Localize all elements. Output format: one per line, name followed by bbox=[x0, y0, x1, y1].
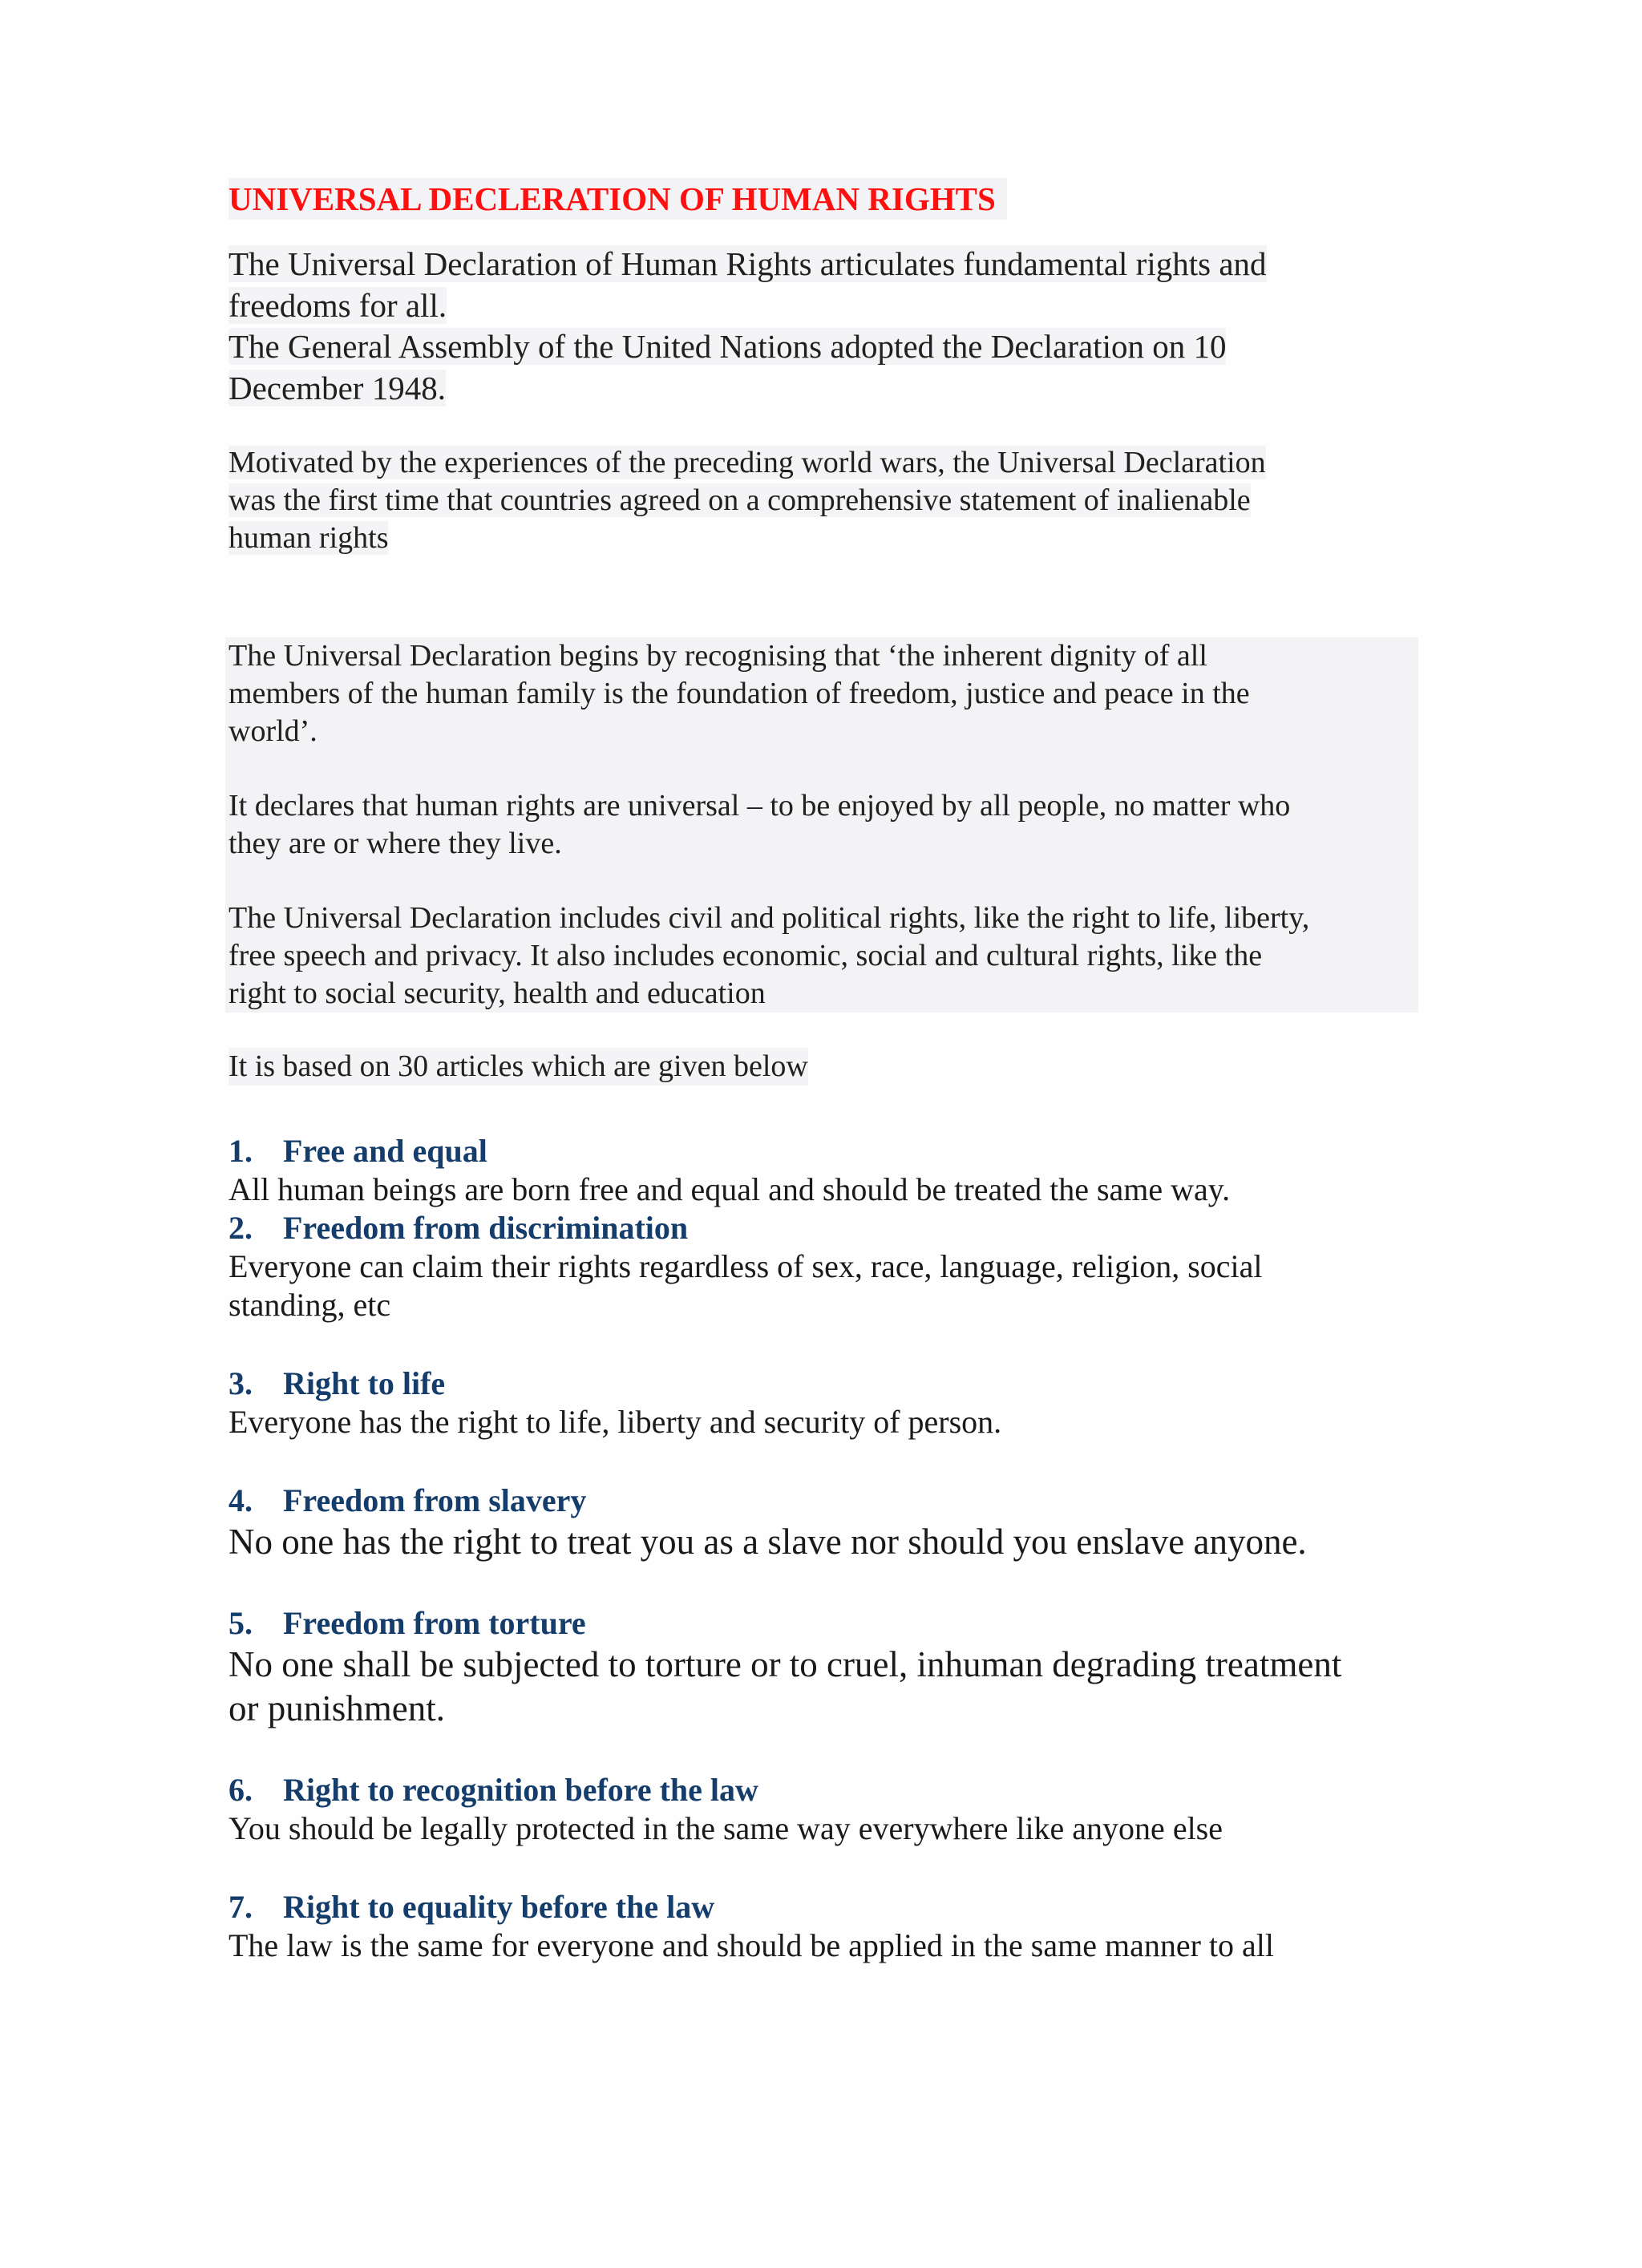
article-line: No one shall be subjected to torture or to cruel, inhuman degrading treatment bbox=[229, 1644, 1342, 1684]
article-line: or punishment. bbox=[229, 1688, 445, 1728]
article-description bbox=[229, 1643, 1415, 1731]
intro-line: December 1948. bbox=[229, 369, 446, 406]
motivated-line: human rights bbox=[229, 521, 389, 555]
article-description bbox=[229, 1403, 1415, 1441]
article-number: 4. bbox=[229, 1482, 253, 1518]
article-heading bbox=[229, 1132, 1415, 1170]
article-description bbox=[229, 1809, 1415, 1848]
dignity-paragraph bbox=[229, 637, 1418, 750]
article-heading bbox=[229, 1482, 1415, 1520]
article-heading bbox=[229, 1364, 1415, 1403]
article-line: Everyone can claim their rights regardless of sex, race, language, religion, social bbox=[229, 1248, 1263, 1284]
article-heading-text: Freedom from slavery bbox=[283, 1482, 587, 1518]
highlighted-panel bbox=[225, 637, 1418, 1013]
panel-line: they are or where they live. bbox=[229, 827, 562, 860]
intro-line: The General Assembly of the United Nations adopted the Declaration on 10 bbox=[229, 328, 1227, 365]
article-description bbox=[229, 1926, 1415, 1965]
article-heading-text: Right to equality before the law bbox=[283, 1889, 715, 1925]
article-number: 7. bbox=[229, 1889, 253, 1925]
panel-line: members of the human family is the foundation of freedom, justice and peace in the bbox=[229, 677, 1250, 710]
article-line: You should be legally protected in the same way everywhere like anyone else bbox=[229, 1810, 1223, 1846]
intro-line: The Universal Declaration of Human Rights articulates fundamental rights and bbox=[229, 245, 1267, 282]
article-item bbox=[229, 1482, 1415, 1564]
article-heading-text: Right to life bbox=[283, 1365, 446, 1401]
panel-line: The Universal Declaration begins by recognising that ‘the inherent dignity of all bbox=[229, 639, 1207, 673]
article-item bbox=[229, 1888, 1415, 1965]
article-description bbox=[229, 1170, 1415, 1209]
article-line: No one has the right to treat you as a slave nor should you enslave anyone. bbox=[229, 1522, 1307, 1562]
panel-line: free speech and privacy. It also includes economic, social and cultural rights, like the bbox=[229, 939, 1263, 972]
article-description bbox=[229, 1520, 1415, 1564]
article-item bbox=[229, 1771, 1415, 1848]
motivated-paragraph bbox=[229, 444, 1415, 557]
article-item bbox=[229, 1209, 1415, 1324]
article-number: 2. bbox=[229, 1210, 253, 1246]
article-heading-text: Freedom from torture bbox=[283, 1605, 586, 1641]
panel-line: world’. bbox=[229, 714, 317, 748]
article-heading-text: Right to recognition before the law bbox=[283, 1772, 758, 1808]
article-item bbox=[229, 1604, 1415, 1731]
document-content bbox=[229, 178, 1415, 1965]
article-line: All human beings are born free and equal and should be treated the same way. bbox=[229, 1171, 1231, 1207]
panel-line: right to social security, health and education bbox=[229, 976, 766, 1010]
rights-types-paragraph bbox=[229, 900, 1418, 1013]
articles-list bbox=[229, 1132, 1415, 1965]
article-line: The law is the same for everyone and should be applied in the same manner to all bbox=[229, 1927, 1275, 1963]
panel-line: It declares that human rights are universal – to be enjoyed by all people, no matter who bbox=[229, 789, 1291, 823]
article-heading-text: Freedom from discrimination bbox=[283, 1210, 689, 1246]
panel-line: The Universal Declaration includes civil and political rights, like the right to life, liberty, bbox=[229, 901, 1310, 935]
article-number: 3. bbox=[229, 1365, 253, 1401]
article-number: 6. bbox=[229, 1772, 253, 1808]
article-item bbox=[229, 1364, 1415, 1441]
article-number: 1. bbox=[229, 1133, 253, 1169]
universal-paragraph bbox=[229, 787, 1418, 863]
article-description bbox=[229, 1247, 1415, 1324]
article-item bbox=[229, 1132, 1415, 1209]
article-number: 5. bbox=[229, 1605, 253, 1641]
article-line: Everyone has the right to life, liberty and security of person. bbox=[229, 1404, 1002, 1440]
intro-paragraph bbox=[229, 244, 1415, 409]
article-heading bbox=[229, 1604, 1415, 1643]
article-heading bbox=[229, 1888, 1415, 1926]
article-line: standing, etc bbox=[229, 1287, 391, 1323]
motivated-line: Motivated by the experiences of the preceding world wars, the Universal Declaration bbox=[229, 446, 1266, 479]
motivated-line: was the first time that countries agreed on a comprehensive statement of inalienable bbox=[229, 483, 1251, 517]
article-heading bbox=[229, 1209, 1415, 1247]
article-heading-text: Free and equal bbox=[283, 1133, 487, 1169]
articles-intro: It is based on 30 articles which are given below bbox=[229, 1048, 808, 1085]
document-title: UNIVERSAL DECLERATION OF HUMAN RIGHTS bbox=[229, 178, 1007, 220]
article-heading bbox=[229, 1771, 1415, 1809]
intro-line: freedoms for all. bbox=[229, 286, 447, 324]
